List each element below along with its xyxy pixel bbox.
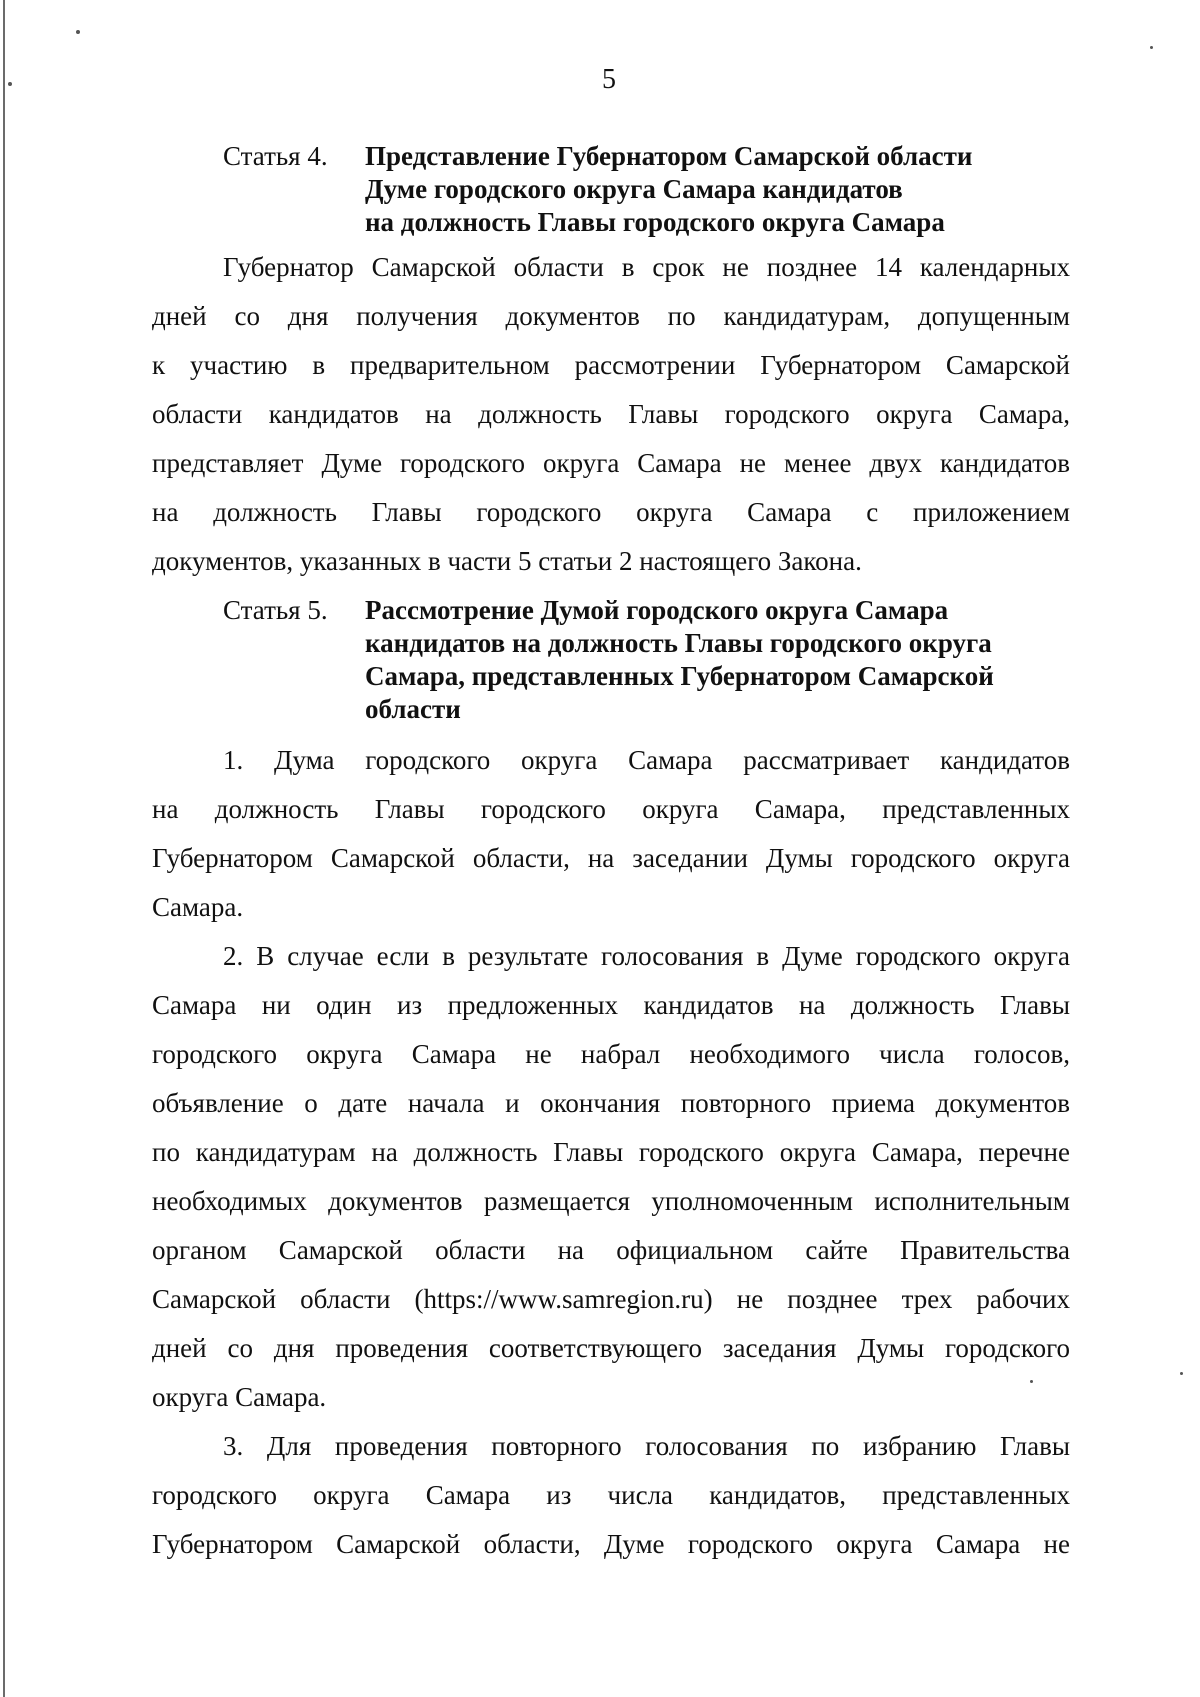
paragraph-line: округа Самара. [152, 1382, 327, 1412]
paragraph-line: городского округа Самара из числа кандидатов, представленных [152, 1480, 1070, 1510]
article-5-title-line: Рассмотрение Думой городского округа Самара [365, 595, 949, 625]
article-5-label: Статья 5. [223, 595, 328, 625]
paragraph-line: 2. В случае если в результате голосования в Думе городского округа [223, 941, 1070, 971]
paragraph-line: объявление о дате начала и окончания повторного приема документов [152, 1088, 1070, 1118]
paragraph-line: Губернатором Самарской области, Думе городского округа Самара не [152, 1529, 1070, 1559]
paragraph-line: органом Самарской области на официальном сайте Правительства [152, 1235, 1070, 1265]
article-4-title-line: Представление Губернатором Самарской области [365, 141, 973, 171]
page-number: 5 [602, 64, 616, 95]
paragraph-line: по кандидатурам на должность Главы городского округа Самара, перечне [152, 1137, 1070, 1167]
document-body [152, 140, 1070, 1569]
paragraph-line: Губернатором Самарской области, на заседании Думы городского округа [152, 843, 1070, 873]
paragraph-line: к участию в предварительном рассмотрении Губернатором Самарской [152, 350, 1070, 380]
article-5-title-line: области [365, 694, 461, 724]
scan-speck [1150, 46, 1153, 49]
paragraph-line: Губернатор Самарской области в срок не позднее 14 календарных [223, 252, 1070, 282]
paragraph-line: Самара. [152, 892, 244, 922]
article-4-paragraph [152, 243, 1070, 586]
scan-speck [1180, 1372, 1183, 1375]
paragraph-line: 3. Для проведения повторного голосования по избранию Главы [223, 1431, 1070, 1461]
paragraph-line: необходимых документов размещается уполномоченным исполнительным [152, 1186, 1070, 1216]
article-4-title-line: на должность Главы городского округа Самара [365, 207, 945, 237]
paragraph-line: представляет Думе городского округа Самара не менее двух кандидатов [152, 448, 1070, 478]
article-5-title-line: Самара, представленных Губернатором Самарской [365, 661, 994, 691]
article-5-part-3 [152, 1422, 1070, 1569]
paragraph-line: на должность Главы городского округа Самара с приложением [152, 497, 1070, 527]
page-edge-line [3, 0, 5, 1697]
paragraph-line: 1. Дума городского округа Самара рассматривает кандидатов [223, 745, 1070, 775]
article-4-label: Статья 4. [223, 141, 328, 171]
paragraph-line: Самара ни один из предложенных кандидатов на должность Главы [152, 990, 1070, 1020]
paragraph-line: документов, указанных в части 5 статьи 2 настоящего Закона. [152, 546, 862, 576]
paragraph-line: Самарской области (https://www.samregion.ru) не позднее трех рабочих [152, 1284, 1070, 1314]
paragraph-line: на должность Главы городского округа Самара, представленных [152, 794, 1070, 824]
article-5-heading [223, 594, 1070, 726]
article-4-title-line: Думе городского округа Самара кандидатов [365, 174, 903, 204]
article-5-part-1 [152, 736, 1070, 932]
scan-speck [76, 30, 80, 34]
paragraph-line: дней со дня проведения соответствующего заседания Думы городского [152, 1333, 1070, 1363]
article-5-title [365, 594, 994, 726]
article-4-title [365, 140, 972, 239]
paragraph-line: дней со дня получения документов по кандидатурам, допущенным [152, 301, 1070, 331]
article-5-title-line: кандидатов на должность Главы городского округа [365, 628, 992, 658]
article-5-part-2 [152, 932, 1070, 1422]
paragraph-line: городского округа Самара не набрал необходимого числа голосов, [152, 1039, 1070, 1069]
paragraph-line: области кандидатов на должность Главы городского округа Самара, [152, 399, 1070, 429]
article-4-heading [223, 140, 1070, 239]
